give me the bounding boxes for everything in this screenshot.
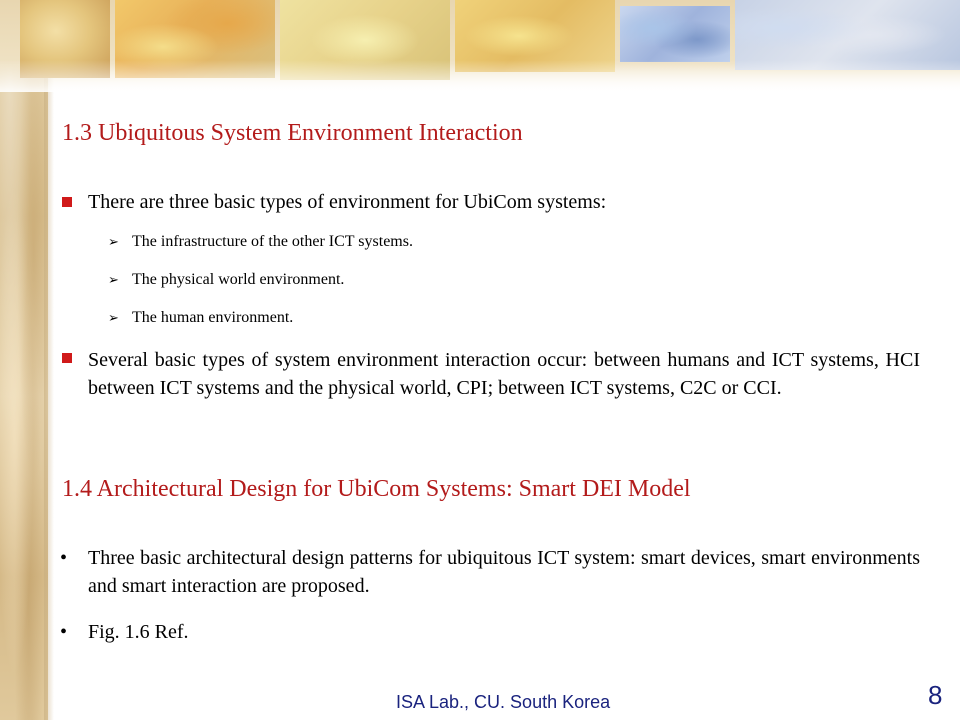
section2-bullet1-text: Three basic architectural design patterns for ubiquitous ICT system: smart devices, smart environments and smart interaction are proposed. [88,547,920,597]
arrow-bullet-icon: ➢ [108,311,119,326]
section1-bullet1-text: There are three basic types of environment for UbiCom systems: [88,191,607,213]
banner-tile-blue-flowers [620,6,730,62]
dot-bullet-icon: • [60,547,68,569]
sub-item-3-text: The human environment. [132,309,294,326]
arrow-bullet-icon: ➢ [108,273,119,288]
left-texture-strip [0,0,48,720]
dot-bullet-icon: • [60,621,68,643]
arrow-bullet-icon: ➢ [108,235,119,250]
page-number: 8 [928,680,943,710]
sub-item-1-text: The infrastructure of the other ICT systems. [132,233,413,250]
section-heading-1-4: 1.4 Architectural Design for UbiCom Systems: Smart DEI Model [62,476,691,502]
footer-label: ISA Lab., CU. South Korea [396,692,611,712]
sub-item-1 [108,232,413,253]
section1-bullet2-text: Several basic types of system environment interaction occur: between humans and ICT systems, HCI between ICT systems and the physical world, CPI; between ICT systems, C2C or CCI. [88,349,920,399]
sub-item-2 [108,270,344,291]
sub-item-3 [108,308,293,329]
banner-fade [0,60,960,92]
section-heading-1-3: 1.3 Ubiquitous System Environment Interaction [62,120,523,146]
left-texture-edge [44,0,54,720]
sub-item-2-text: The physical world environment. [132,271,345,288]
section2-bullet2-text: Fig. 1.6 Ref. [88,621,189,643]
square-bullet-icon [62,197,72,207]
square-bullet-icon [62,353,72,363]
top-decorative-banner [0,0,960,92]
